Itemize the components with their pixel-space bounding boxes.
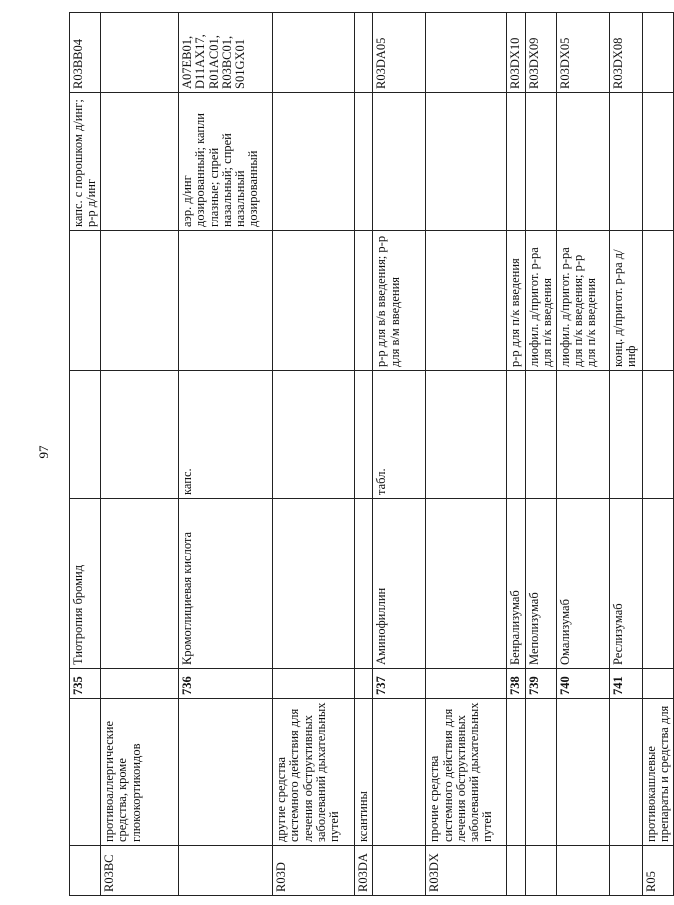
atc-code-cell: R03BB04	[70, 13, 101, 93]
code-cell: R03DX	[426, 846, 507, 896]
code-cell	[609, 846, 642, 896]
form-injection-cell	[273, 231, 355, 371]
form-injection-cell	[179, 231, 273, 371]
code-cell	[70, 846, 101, 896]
drug-name-cell: Аминофиллин	[373, 499, 426, 669]
form-oral-cell	[273, 371, 355, 499]
form-injection-cell: р-р для в/в введения; р-р для в/м введения	[373, 231, 426, 371]
form-injection-cell: конц. д/пригот. р-ра д/инф	[609, 231, 642, 371]
table-row	[70, 13, 101, 896]
code-cell	[556, 846, 609, 896]
number-cell	[101, 669, 179, 699]
form-injection-cell	[101, 231, 179, 371]
number-cell	[642, 669, 673, 699]
number-cell: 737	[373, 669, 426, 699]
code-cell	[373, 846, 426, 896]
table-row	[556, 13, 609, 896]
atc-code-cell	[273, 13, 355, 93]
number-cell: 739	[525, 669, 556, 699]
form-oral-cell	[507, 371, 525, 499]
atc-code-cell: A07EB01, D11AX17, R01AC01, R03BC01, S01GX01	[179, 13, 273, 93]
form-other-cell: капс. с порошком д/инг; р-р д/инг	[70, 93, 101, 231]
form-oral-cell	[70, 371, 101, 499]
group-cell	[373, 699, 426, 846]
table-row	[273, 13, 355, 896]
form-other-cell	[355, 93, 373, 231]
page-number: 97	[36, 445, 51, 459]
form-oral-cell	[525, 371, 556, 499]
form-injection-cell: лиофил. д/пригот. р-ра для п/к введения; р-р для п/к введения	[556, 231, 609, 371]
table-row	[101, 13, 179, 896]
form-oral-cell	[609, 371, 642, 499]
group-cell: противоаллергические средства, кроме глюкокортикоидов	[101, 699, 179, 846]
atc-code-cell: R03DX09	[525, 13, 556, 93]
form-other-cell	[642, 93, 673, 231]
form-other-cell	[426, 93, 507, 231]
drug-name-cell: Меполизумаб	[525, 499, 556, 669]
form-oral-cell	[355, 371, 373, 499]
atc-code-cell: R03DX05	[556, 13, 609, 93]
code-cell: R03D	[273, 846, 355, 896]
form-injection-cell	[70, 231, 101, 371]
group-cell	[70, 699, 101, 846]
form-injection-cell: лиофил. д/пригот. р-ра для п/к введения	[525, 231, 556, 371]
table-row	[609, 13, 642, 896]
drug-name-cell: Бенрализумаб	[507, 499, 525, 669]
group-cell	[609, 699, 642, 846]
form-other-cell: аэр. д/инг дозированный; капли глазные; спрей назальный; спрей назальный дозированный	[179, 93, 273, 231]
form-other-cell	[101, 93, 179, 231]
form-oral-cell: табл.	[373, 371, 426, 499]
group-cell	[525, 699, 556, 846]
atc-code-cell	[642, 13, 673, 93]
form-oral-cell	[101, 371, 179, 499]
group-cell	[507, 699, 525, 846]
drug-name-cell	[101, 499, 179, 669]
code-cell	[179, 846, 273, 896]
form-injection-cell	[355, 231, 373, 371]
number-cell: 736	[179, 669, 273, 699]
group-cell: прочие средства системного действия для лечения обструктивных заболеваний дыхательных путей	[426, 699, 507, 846]
group-cell: противокашлевые препараты и средства для	[642, 699, 673, 846]
table-row	[525, 13, 556, 896]
code-cell	[507, 846, 525, 896]
drug-name-cell	[273, 499, 355, 669]
form-other-cell	[507, 93, 525, 231]
number-cell: 738	[507, 669, 525, 699]
group-cell: ксантины	[355, 699, 373, 846]
drug-name-cell: Омализумаб	[556, 499, 609, 669]
number-cell	[426, 669, 507, 699]
form-oral-cell	[556, 371, 609, 499]
number-cell	[273, 669, 355, 699]
group-cell	[556, 699, 609, 846]
table-row	[355, 13, 373, 896]
code-cell: R03BC	[101, 846, 179, 896]
form-other-cell	[525, 93, 556, 231]
number-cell: 740	[556, 669, 609, 699]
form-oral-cell	[426, 371, 507, 499]
form-other-cell	[609, 93, 642, 231]
number-cell	[355, 669, 373, 699]
form-oral-cell	[642, 371, 673, 499]
group-cell: другие средства системного действия для лечения обструктивных заболеваний дыхательных путей	[273, 699, 355, 846]
atc-code-cell: R03DX10	[507, 13, 525, 93]
form-injection-cell: р-р для п/к введения	[507, 231, 525, 371]
drug-list-table	[69, 12, 674, 896]
form-other-cell	[273, 93, 355, 231]
atc-code-cell	[101, 13, 179, 93]
form-other-cell	[373, 93, 426, 231]
drug-name-cell: Тиотропия бромид	[70, 499, 101, 669]
group-cell	[179, 699, 273, 846]
form-other-cell	[556, 93, 609, 231]
code-cell: R05	[642, 846, 673, 896]
drug-name-cell: Реслизумаб	[609, 499, 642, 669]
table-row	[373, 13, 426, 896]
drug-name-cell	[642, 499, 673, 669]
atc-code-cell: R03DA05	[373, 13, 426, 93]
rotated-table-sheet	[69, 13, 671, 896]
code-cell: R03DA	[355, 846, 373, 896]
number-cell: 735	[70, 669, 101, 699]
form-injection-cell	[642, 231, 673, 371]
atc-code-cell	[426, 13, 507, 93]
table-row	[426, 13, 507, 896]
drug-name-cell	[426, 499, 507, 669]
atc-code-cell: R03DX08	[609, 13, 642, 93]
form-injection-cell	[426, 231, 507, 371]
number-cell: 741	[609, 669, 642, 699]
code-cell	[525, 846, 556, 896]
drug-name-cell	[355, 499, 373, 669]
form-oral-cell: капс.	[179, 371, 273, 499]
table-row	[179, 13, 273, 896]
atc-code-cell	[355, 13, 373, 93]
table-row	[507, 13, 525, 896]
table-row	[642, 13, 673, 896]
drug-name-cell: Кромоглициевая кислота	[179, 499, 273, 669]
